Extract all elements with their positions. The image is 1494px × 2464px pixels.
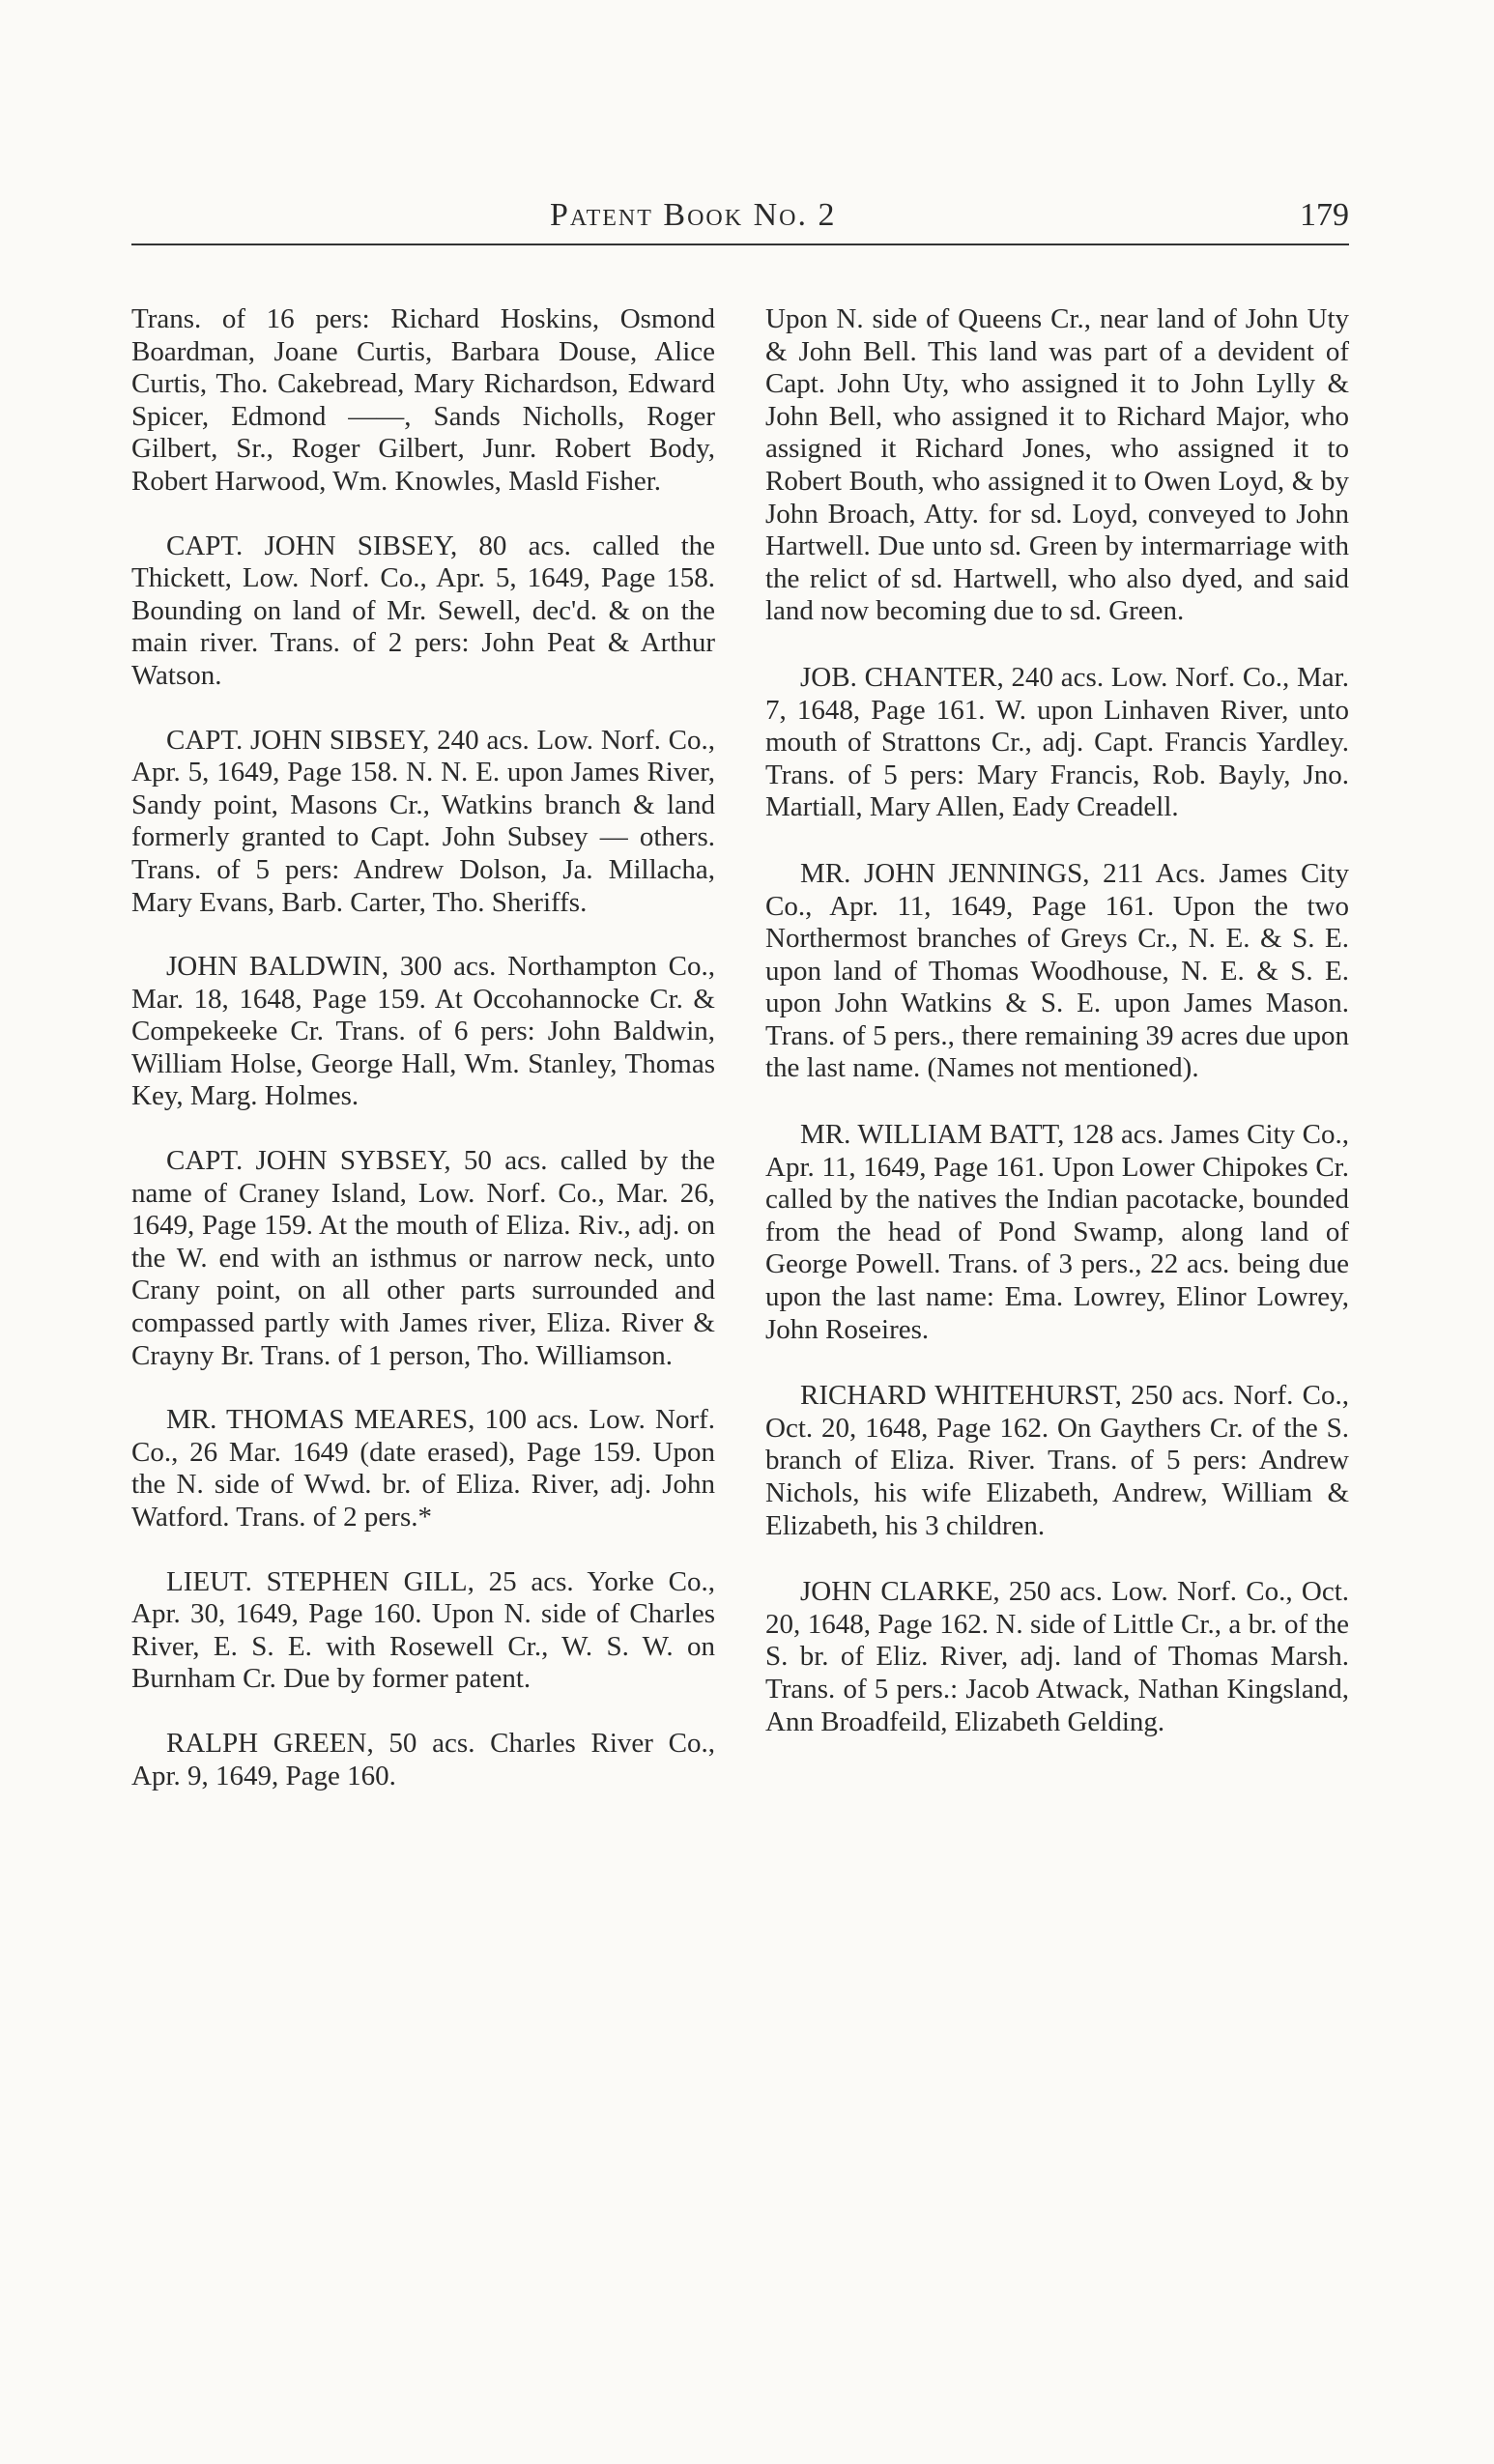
page-number: 179 bbox=[1300, 197, 1349, 233]
right-column bbox=[765, 303, 1349, 1772]
patent-entry: Upon N. side of Queens Cr., near land of John Uty & John Bell. This land was part of a devident of Capt. John Uty, who assigned it to John Lylly & John Bell, who assigned it to Richard Major, who assigned it Richard Jones, who assigned it to Robert Bouth, who assigned it to Owen Loyd, & by John Broach, Atty. for sd. Loyd, conveyed to John Hartwell. Due unto sd. Green by intermarriage with the relict of sd. Hartwell, who also dyed, and said land now becoming due to sd. Green. bbox=[765, 303, 1349, 627]
book-title: Patent Book No. 2 bbox=[550, 197, 837, 233]
patent-entry: MR. JOHN JENNINGS, 211 Acs. James City Co., Apr. 11, 1649, Page 161. Upon the two Northermost branches of Greys Cr., N. E. & S. E. upon land of Thomas Woodhouse, N. E. & S. E. upon John Watkins & S. E. upon James Mason. Trans. of 5 pers., there remaining 39 acres due upon the last name. (Names not mentioned). bbox=[765, 857, 1349, 1084]
patent-entry: MR. WILLIAM BATT, 128 acs. James City Co., Apr. 11, 1649, Page 161. Upon Lower Chipokes Cr. called by the natives the Indian pacotacke, bounded from the head of Pond Swamp, along land of George Powell. Trans. of 3 pers., 22 acs. being due upon the last name: Ema. Lowrey, Elinor Lowrey, John Roseires. bbox=[765, 1119, 1349, 1345]
patent-entry: JOB. CHANTER, 240 acs. Low. Norf. Co., Mar. 7, 1648, Page 161. W. upon Linhaven River, unto mouth of Strattons Cr., adj. Capt. Francis Yardley. Trans. of 5 pers: Mary Francis, Rob. Bayly, Jno. Martiall, Mary Allen, Eady Creadell. bbox=[765, 661, 1349, 823]
patent-entry: JOHN CLARKE, 250 acs. Low. Norf. Co., Oct. 20, 1648, Page 162. N. side of Little Cr., a br. of the S. br. of Eliz. River, adj. land of Thomas Marsh. Trans. of 5 pers.: Jacob Atwack, Nathan Kingsland, Ann Broadfeild, Elizabeth Gelding. bbox=[765, 1576, 1349, 1737]
patent-entry: Trans. of 16 pers: Richard Hoskins, Osmond Boardman, Joane Curtis, Barbara Douse, Alice Curtis, Tho. Cakebread, Mary Richardson, Edward Spicer, Edmond ——, Sands Nicholls, Roger Gilbert, Sr., Roger Gilbert, Junr. Robert Body, Robert Harwood, Wm. Knowles, Masld Fisher. bbox=[131, 303, 715, 497]
patent-entry: CAPT. JOHN SIBSEY, 80 acs. called the Thickett, Low. Norf. Co., Apr. 5, 1649, Page 158. Bounding on land of Mr. Sewell, dec'd. & on the main river. Trans. of 2 pers: John Peat & Arthur Watson. bbox=[131, 530, 715, 691]
patent-entry: RALPH GREEN, 50 acs. Charles River Co., Apr. 9, 1649, Page 160. bbox=[131, 1727, 715, 1791]
page-header bbox=[131, 197, 1349, 245]
left-column bbox=[131, 303, 715, 1824]
patent-entry: CAPT. JOHN SIBSEY, 240 acs. Low. Norf. Co., Apr. 5, 1649, Page 158. N. N. E. upon James River, Sandy point, Masons Cr., Watkins branch & land formerly granted to Capt. John Subsey — others. Trans. of 5 pers: Andrew Dolson, Ja. Millacha, Mary Evans, Barb. Carter, Tho. Sheriffs. bbox=[131, 724, 715, 918]
patent-entry: RICHARD WHITEHURST, 250 acs. Norf. Co., Oct. 20, 1648, Page 162. On Gaythers Cr. of the S. branch of Eliza. River. Trans. of 5 pers: Andrew Nichols, his wife Elizabeth, Andrew, William & Elizabeth, his 3 children. bbox=[765, 1380, 1349, 1541]
patent-entry: JOHN BALDWIN, 300 acs. Northampton Co., Mar. 18, 1648, Page 159. At Occohannocke Cr. & Compekeeke Cr. Trans. of 6 pers: John Baldwin, William Holse, George Hall, Wm. Stanley, Thomas Key, Marg. Holmes. bbox=[131, 951, 715, 1112]
patent-entry: MR. THOMAS MEARES, 100 acs. Low. Norf. Co., 26 Mar. 1649 (date erased), Page 159. Upon the N. side of Wwd. br. of Eliza. River, adj. John Watford. Trans. of 2 pers.* bbox=[131, 1404, 715, 1533]
patent-entry: CAPT. JOHN SYBSEY, 50 acs. called by the name of Craney Island, Low. Norf. Co., Mar. 26, 1649, Page 159. At the mouth of Eliza. Riv., adj. on the W. end with an isthmus or narrow neck, unto Crany point, on all other parts surrounded and compassed partly with James river, Eliza. River & Crayny Br. Trans. of 1 person, Tho. Williamson. bbox=[131, 1145, 715, 1371]
patent-entry: LIEUT. STEPHEN GILL, 25 acs. Yorke Co., Apr. 30, 1649, Page 160. Upon N. side of Charles River, E. S. E. with Rosewell Cr., W. S. W. on Burnham Cr. Due by former patent. bbox=[131, 1565, 715, 1695]
